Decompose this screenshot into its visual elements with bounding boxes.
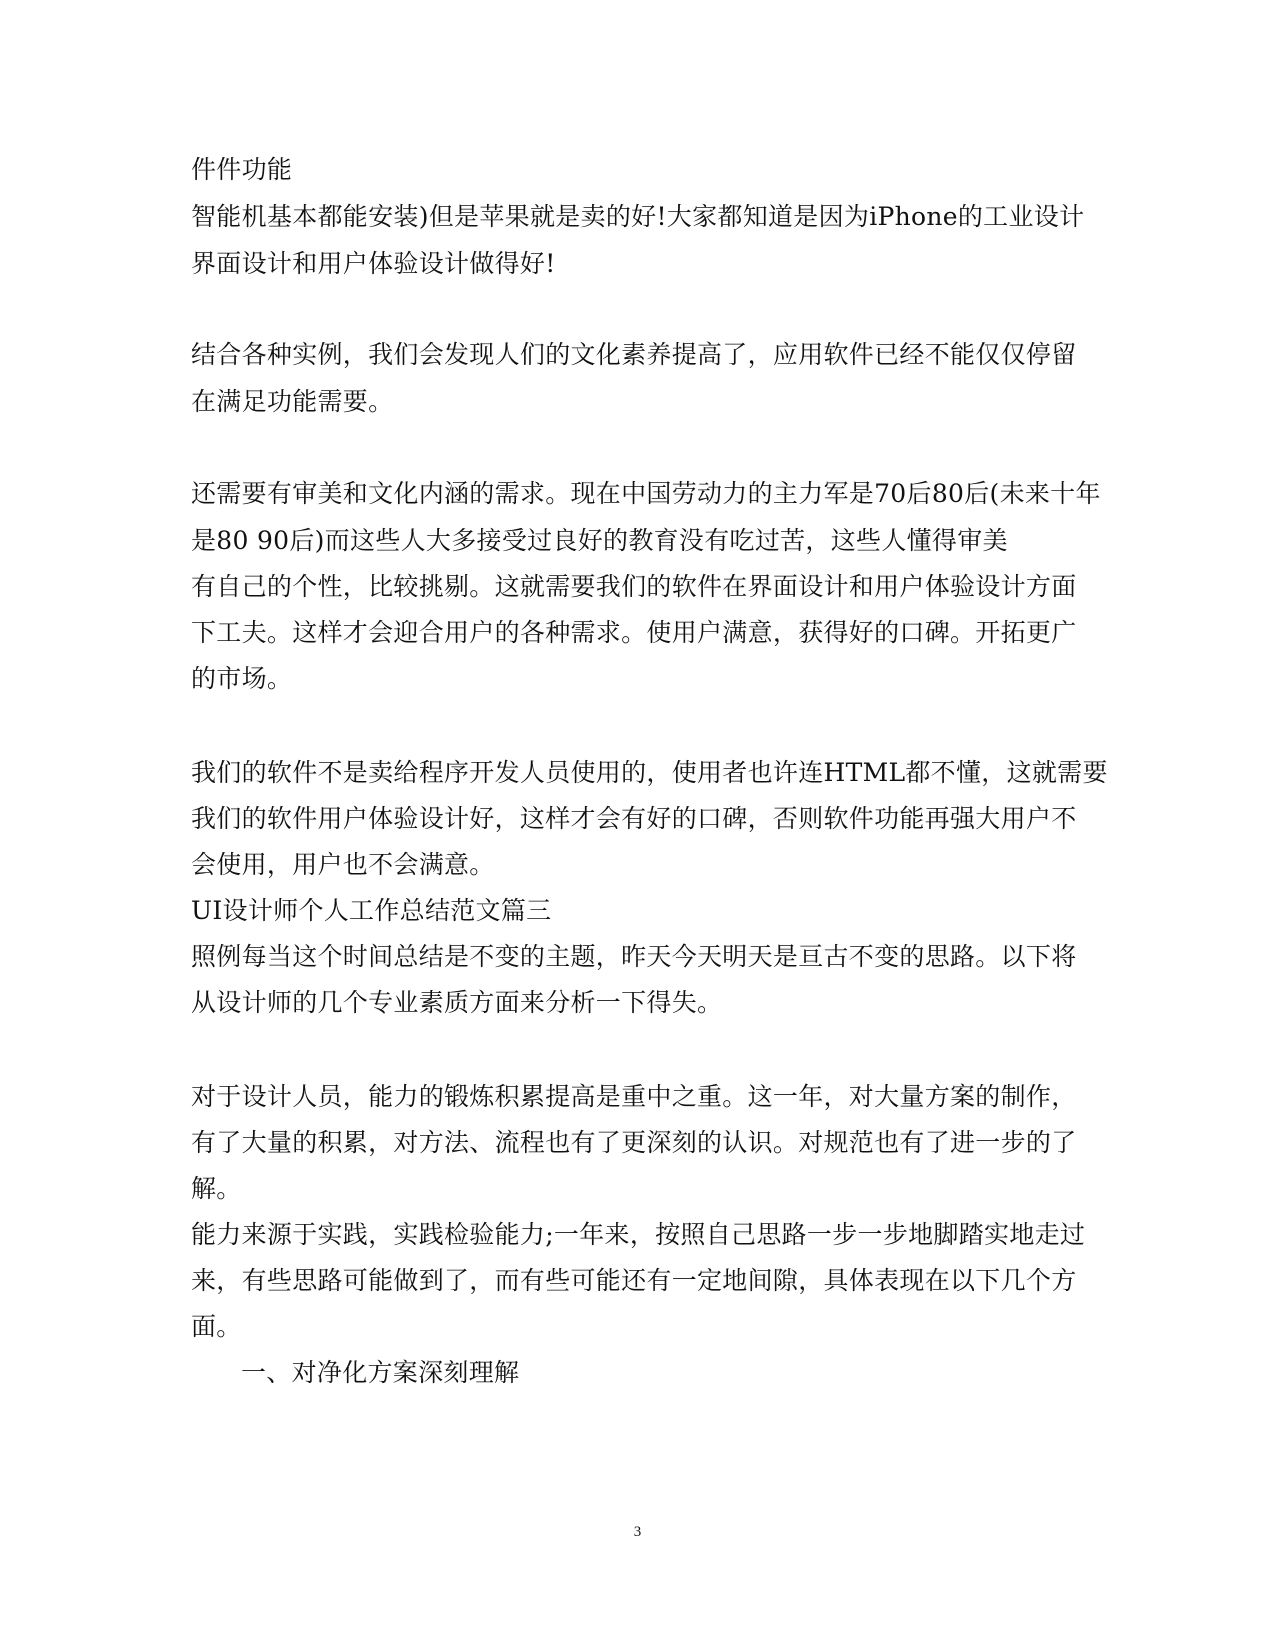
text-line: 下工夫。这样才会迎合用户的各种需求。使用户满意，获得好的口碑。开拓更广	[191, 618, 1077, 647]
section-heading: UI设计师个人工作总结范文篇三	[191, 896, 552, 925]
text-line: 界面设计和用户体验设计做得好!	[191, 249, 556, 278]
subsection-heading: 一、对净化方案深刻理解	[241, 1358, 520, 1387]
text-line: 会使用，用户也不会满意。	[191, 850, 495, 879]
text-line: 件件功能	[191, 155, 293, 184]
page-number: 3	[633, 1524, 642, 1540]
text-line: 面。	[191, 1312, 242, 1341]
text-line: 从设计师的几个专业素质方面来分析一下得失。	[191, 988, 723, 1017]
text-line: 我们的软件用户体验设计好，这样才会有好的口碑，否则软件功能再强大用户不	[191, 804, 1077, 833]
text-line: 有自己的个性，比较挑剔。这就需要我们的软件在界面设计和用户体验设计方面	[191, 572, 1077, 601]
text-line: 有了大量的积累，对方法、流程也有了更深刻的认识。对规范也有了进一步的了	[191, 1128, 1077, 1157]
text-line: 在满足功能需要。	[191, 387, 394, 416]
text-line: 还需要有审美和文化内涵的需求。现在中国劳动力的主力军是70后80后(未来十年	[191, 479, 1101, 508]
text-line: 来，有些思路可能做到了，而有些可能还有一定地间隙，具体表现在以下几个方	[191, 1266, 1077, 1295]
text-line: 解。	[191, 1174, 242, 1203]
text-line: 对于设计人员，能力的锻炼积累提高是重中之重。这一年，对大量方案的制作，	[191, 1082, 1077, 1111]
text-line: 我们的软件不是卖给程序开发人员使用的，使用者也许连HTML都不懂，这就需要	[191, 758, 1108, 787]
text-line: 照例每当这个时间总结是不变的主题，昨天今天明天是亘古不变的思路。以下将	[191, 942, 1077, 971]
text-line: 能力来源于实践，实践检验能力;一年来，按照自己思路一步一步地脚踏实地走过	[191, 1220, 1086, 1249]
text-line: 智能机基本都能安装)但是苹果就是卖的好!大家都知道是因为iPhone的工业设计	[191, 202, 1085, 231]
text-line: 是80 90后)而这些人大多接受过良好的教育没有吃过苦，这些人懂得审美	[191, 526, 1008, 555]
text-line: 的市场。	[191, 664, 293, 693]
text-line: 结合各种实例，我们会发现人们的文化素养提高了，应用软件已经不能仅仅停留	[191, 340, 1077, 369]
